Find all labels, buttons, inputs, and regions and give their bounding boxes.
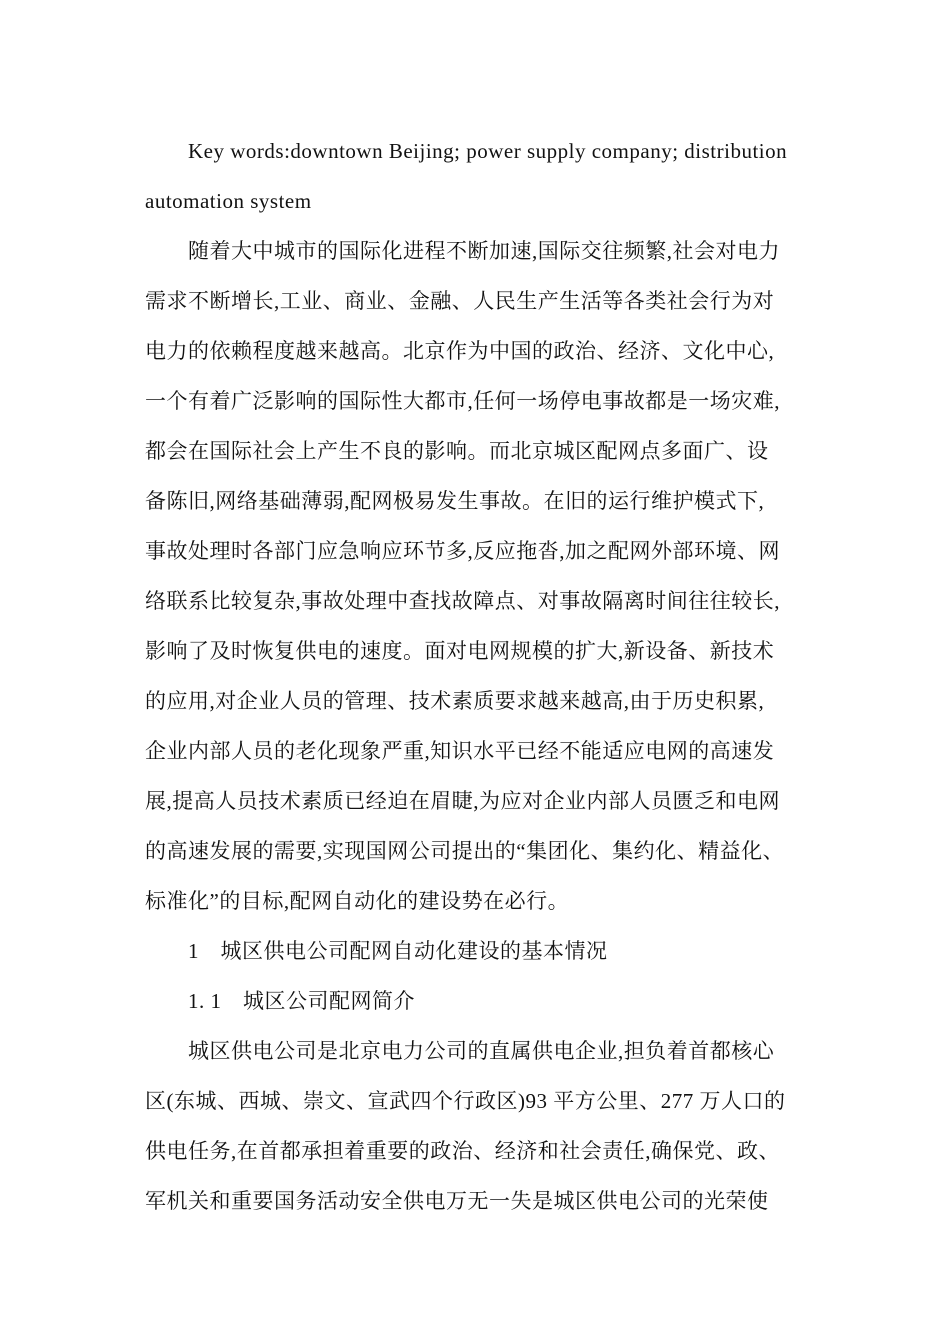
paragraph-line: 供电任务,在首都承担着重要的政治、经济和社会责任,确保党、政、 xyxy=(145,1139,780,1163)
keywords-line-continued: automation system xyxy=(145,189,312,213)
paragraph-line: 络联系比较复杂,事故处理中查找故障点、对事故隔离时间往往较长, xyxy=(145,589,780,613)
paragraph-line: 随着大中城市的国际化进程不断加速,国际交往频繁,社会对电力 xyxy=(188,239,780,263)
paragraph-line: 区(东城、西城、崇文、宣武四个行政区)93 平方公里、277 万人口的 xyxy=(145,1089,786,1113)
paragraph-line: 展,提高人员技术素质已经迫在眉睫,为应对企业内部人员匮乏和电网 xyxy=(145,789,780,813)
paragraph-line: 备陈旧,网络基础薄弱,配网极易发生事故。在旧的运行维护模式下, xyxy=(145,489,765,513)
paragraph-line: 都会在国际社会上产生不良的影响。而北京城区配网点多面广、设 xyxy=(145,439,769,463)
paragraph-line: 影响了及时恢复供电的速度。面对电网规模的扩大,新设备、新技术 xyxy=(145,639,775,663)
keywords-line: Key words:downtown Beijing; power supply company; distribution xyxy=(188,139,788,163)
paragraph-line: 一个有着广泛影响的国际性大都市,任何一场停电事故都是一场灾难, xyxy=(145,389,780,413)
paragraph-line: 电力的依赖程度越来越高。北京作为中国的政治、经济、文化中心, xyxy=(145,339,775,363)
paragraph-line: 标准化”的目标,配网自动化的建设势在必行。 xyxy=(145,889,570,913)
section-heading: 1 城区供电公司配网自动化建设的基本情况 xyxy=(188,939,608,963)
subsection-heading: 1. 1 城区公司配网简介 xyxy=(188,989,415,1013)
paragraph-line: 城区供电公司是北京电力公司的直属供电企业,担负着首都核心 xyxy=(188,1039,775,1063)
paragraph-line: 的应用,对企业人员的管理、技术素质要求越来越高,由于历史积累, xyxy=(145,689,765,713)
paragraph-line: 事故处理时各部门应急响应环节多,反应拖沓,加之配网外部环境、网 xyxy=(145,539,780,563)
paragraph-line: 企业内部人员的老化现象严重,知识水平已经不能适应电网的高速发 xyxy=(145,739,775,763)
paragraph-line: 需求不断增长,工业、商业、金融、人民生产生活等各类社会行为对 xyxy=(145,289,775,313)
paragraph-line: 军机关和重要国务活动安全供电万无一失是城区供电公司的光荣使 xyxy=(145,1189,769,1213)
paragraph-line: 的高速发展的需要,实现国网公司提出的“集团化、集约化、精益化、 xyxy=(145,839,785,863)
